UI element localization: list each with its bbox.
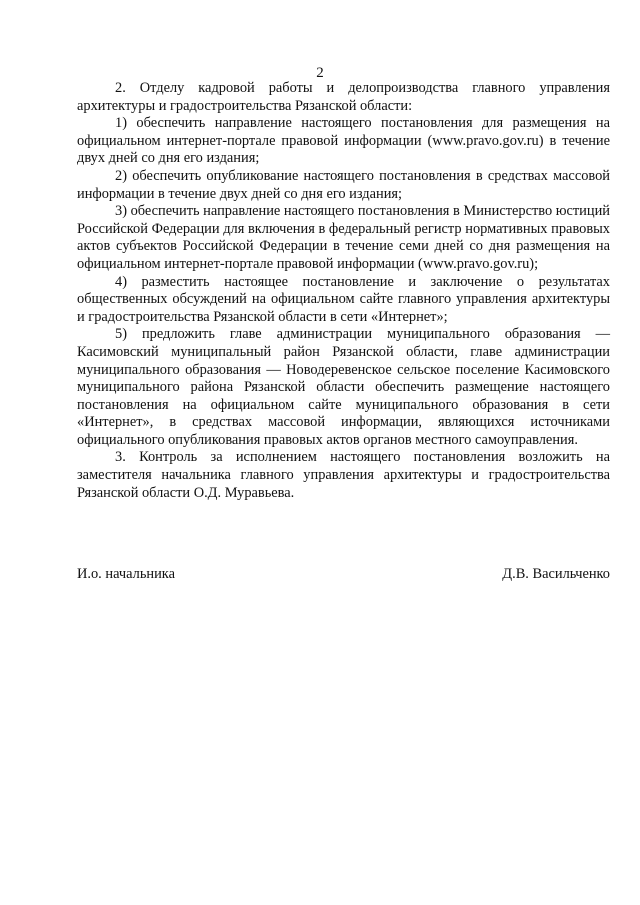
paragraph-subitem-4: 4) разместить настоящее постановление и заключение о результатах общественных обсуждений на официальном сайте главного управления архитектуры и градостроительства Рязанской области в сети «Интернет»; [77,273,610,325]
paragraph-subitem-2: 2) обеспечить опубликование настоящего постановления в средствах массовой информации в течение двух дней со дня его издания; [77,167,610,202]
page-number: 2 [316,65,324,81]
paragraph-item-3: 3. Контроль за исполнением настоящего постановления возложить на заместителя начальника главного управления архитектуры и градостроительства Рязанской области О.Д. Муравьева. [77,449,610,501]
document-body [77,80,610,502]
signature-block [77,566,610,584]
paragraph-subitem-3: 3) обеспечить направление настоящего постановления в Министерство юстиций Российской Федерации для включения в федеральный регистр нормативных правовых актов субъектов Российской Федерации в течение семи дней со дня размещения на официальном интернет-портале правовой информации (www.pravo.gov.ru); [77,203,610,272]
paragraph-subitem-1: 1) обеспечить направление настоящего постановления для размещения на официальном интернет-портале правовой информации (www.pravo.gov.ru) в течение двух дней со дня его издания; [77,115,610,167]
paragraph-subitem-5: 5) предложить главе администрации муниципального образования — Касимовский муниципальный район Рязанской области, главе администрации муниципального образования — Новодеревенское сельское поселение Касимовского муниципального района Рязанской области обеспечить размещение настоящего постановления на официальном сайте муниципального образования в сети «Интернет», в средствах массовой информации, являющихся источниками официального опубликования правовых актов органов местного самоуправления. [77,326,610,448]
signatory-name: Д.В. Васильченко [502,566,610,582]
signatory-position: И.о. начальника [77,566,175,582]
paragraph-item-2-heading: 2. Отделу кадровой работы и делопроизводства главного управления архитектуры и градостроительства Рязанской области: [77,80,610,114]
